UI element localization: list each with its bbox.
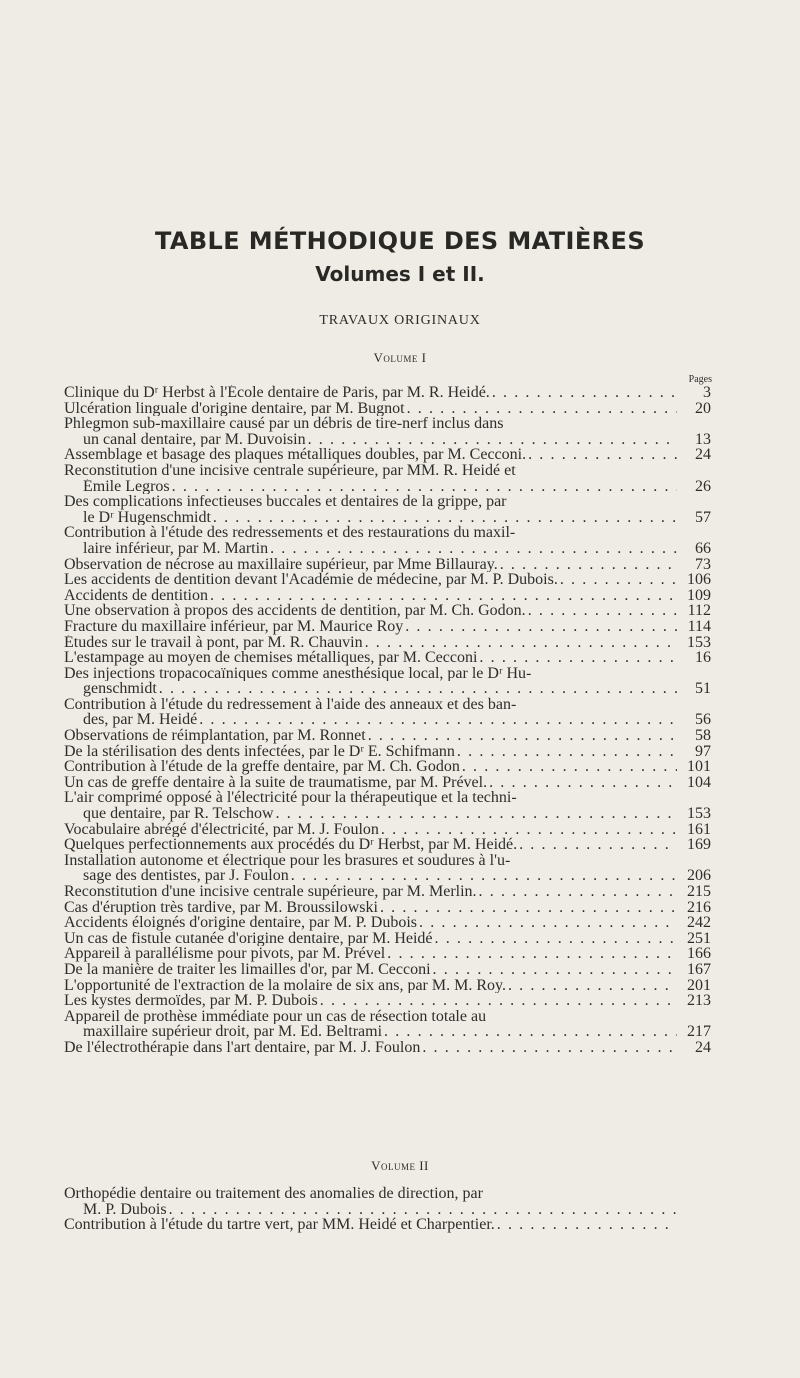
- page-number: 167: [687, 961, 711, 978]
- toc-entry-line: [64, 978, 711, 994]
- page-number: 251: [687, 930, 711, 947]
- toc-entry-text: Orthopédie dentaire ou traitement des anomalies de direction, par: [64, 1186, 483, 1202]
- toc-entry-text: Contribution à l'étude de la greffe dentaire, par M. Ch. Godon: [64, 759, 460, 775]
- toc-entry-text: Contribution à l'étude du redressement à l'aide des anneaux et des ban-: [64, 696, 517, 713]
- toc-entry-text: que dentaire, par R. Telschow: [83, 806, 274, 822]
- toc-entry-text: Des complications infectieuses buccales et dentaires de la grippe, par: [64, 494, 507, 510]
- toc-entry-text: Un cas de fistule cutanée d'origine dentaire, par M. Heidé: [64, 930, 433, 947]
- toc-entry: [64, 978, 711, 994]
- toc-entry-text: Reconstitution d'une incisive centrale supérieure, par MM. R. Heidé et: [64, 462, 516, 479]
- toc-entry-text: L'estampage au moyen de chemises métalliques, par M. Cecconi: [64, 650, 478, 666]
- dot-leader: [169, 1202, 677, 1218]
- toc-entry-text: Observation de nécrose au maxillaire supérieur, par Mme Billauray.: [64, 556, 498, 573]
- dot-leader: [405, 619, 677, 635]
- toc-entry-text: Accidents éloignés d'origine dentaire, par M. P. Dubois: [64, 915, 418, 931]
- dot-leader: [320, 993, 677, 1009]
- volume-heading-2: Volume II: [371, 1158, 429, 1173]
- toc-entry-line: [64, 775, 711, 791]
- toc-entry: [64, 494, 711, 525]
- toc-entry: [64, 822, 711, 838]
- toc-entry-line: [64, 868, 711, 884]
- toc-entry-text: Phlegmon sub-maxillaire causé par un débris de tire-nerf inclus dans: [64, 416, 504, 432]
- toc-entry-text: genschmidt: [83, 681, 157, 697]
- page-number: 215: [687, 884, 711, 900]
- toc-entry: [64, 1217, 711, 1233]
- toc-entry-line: [64, 993, 711, 1009]
- dot-leader: [368, 728, 677, 744]
- toc-entry: [64, 884, 711, 900]
- toc-entry-line: [64, 588, 711, 604]
- toc-entry: [64, 775, 711, 791]
- dot-leader: [387, 946, 677, 962]
- toc-entry-text: Une observation à propos des accidents de dentition, par M. Ch. Godon.: [64, 603, 526, 619]
- dot-leader: [422, 1040, 677, 1056]
- page-number: 153: [687, 634, 711, 651]
- page-number: 16: [695, 650, 711, 666]
- toc-entry-line: [64, 837, 711, 853]
- toc-entry-text: L'opportunité de l'extraction de la molaire de six ans, par M. M. Roy.: [64, 977, 506, 994]
- toc-entry-line: [64, 900, 711, 916]
- dot-leader: [380, 900, 677, 916]
- page-number: 73: [695, 556, 711, 573]
- section-heading: TRAVAUX ORIGINAUX: [319, 313, 481, 328]
- toc-entry-line: [64, 1024, 711, 1040]
- toc-entry: [64, 588, 711, 604]
- toc-entry-text: Assemblage et basage des plaques métalliques doubles, par M. Cecconi.: [64, 447, 527, 463]
- toc-entry-line: [64, 619, 711, 635]
- dot-leader: [479, 650, 677, 666]
- toc-entry-line: [64, 1202, 711, 1218]
- toc-entry-line: [64, 385, 711, 401]
- toc-entry: [64, 666, 711, 697]
- toc-entry-line: [64, 557, 711, 573]
- toc-entry: [64, 635, 711, 651]
- dot-leader: [519, 837, 677, 853]
- page-number: 106: [687, 572, 711, 588]
- page-number: 58: [695, 728, 711, 744]
- dot-leader: [508, 978, 677, 994]
- toc-entry-line: [64, 712, 711, 728]
- dot-leader: [172, 479, 677, 495]
- toc-entry-text: De la stérilisation des dents infectées, par le Dʳ E. Schifmann: [64, 743, 455, 760]
- page-number: 101: [687, 759, 711, 775]
- toc-entry: [64, 697, 711, 728]
- toc-entry-text: De la manière de traiter les limailles d'or, par M. Cecconi: [64, 961, 431, 978]
- toc-entry-text: un canal dentaire, par M. Duvoisin: [83, 431, 306, 448]
- dot-leader: [291, 868, 677, 884]
- dot-leader: [560, 572, 677, 588]
- volume-heading-1: Volume I: [373, 350, 427, 365]
- dot-leader: [489, 775, 677, 791]
- page-number: 24: [695, 447, 711, 463]
- dot-leader: [308, 432, 677, 448]
- page-number: 153: [687, 806, 711, 822]
- page-number: 213: [687, 993, 711, 1009]
- toc-entry-text: Études sur le travail à pont, par M. R. Chauvin: [64, 634, 363, 651]
- toc-entry: [64, 525, 711, 556]
- toc-volume-2: [64, 1186, 711, 1233]
- page-number: 104: [687, 774, 711, 791]
- toc-entry-text: maxillaire supérieur droit, par M. Ed. Beltrami: [83, 1024, 383, 1040]
- toc-entry-line: [64, 931, 711, 947]
- page-number: 217: [687, 1024, 711, 1040]
- toc-entry-text: L'air comprimé opposé à l'électricité pour la thérapeutique et la techni-: [64, 790, 517, 807]
- dot-leader: [381, 822, 677, 838]
- toc-entry-line: [64, 822, 711, 838]
- toc-entry: [64, 931, 711, 947]
- toc-entry-text: le Dʳ Hugenschmidt: [83, 509, 211, 526]
- toc-entry: [64, 946, 711, 962]
- toc-entry-line: [64, 744, 711, 760]
- toc-entry-text: Des injections tropacocaïniques comme anesthésique local, par le Dʳ Hu-: [64, 665, 532, 682]
- toc-entry-text: Les kystes dermoïdes, par M. P. Dubois: [64, 993, 318, 1009]
- toc-entry: [64, 619, 711, 635]
- toc-entry-text: Cas d'éruption très tardive, par M. Broussilowski: [64, 899, 378, 916]
- dot-leader: [199, 712, 677, 728]
- toc-entry: [64, 993, 711, 1009]
- toc-entry-text: sage des dentistes, par J. Foulon: [83, 868, 289, 884]
- toc-entry-line: [64, 572, 711, 588]
- toc-entry-line: [64, 603, 711, 619]
- page-number: 206: [687, 868, 711, 884]
- toc-entry-line: [64, 510, 711, 526]
- page-number: 216: [687, 899, 711, 916]
- toc-entry-text: Contribution à l'étude du tartre vert, par MM. Heidé et Charpentier.: [64, 1217, 495, 1233]
- page-number: 20: [695, 400, 711, 417]
- page-number: 161: [687, 821, 711, 838]
- toc-entry: [64, 962, 711, 978]
- dot-leader: [457, 744, 677, 760]
- dot-leader: [528, 603, 677, 619]
- toc-entry-line: [64, 1040, 711, 1056]
- toc-entry-text: Clinique du Dʳ Herbst à l'École dentaire de Paris, par M. R. Heidé.: [64, 385, 490, 401]
- dot-leader: [435, 931, 677, 947]
- toc-entry: [64, 401, 711, 417]
- page-number: 97: [695, 743, 711, 760]
- page-number: 166: [687, 946, 711, 962]
- dot-leader: [492, 385, 677, 401]
- page-subtitle: Volumes I et II.: [315, 262, 485, 286]
- page-number: 109: [687, 587, 711, 604]
- toc-entry-text: Vocabulaire abrégé d'électricité, par M. J. Foulon: [64, 821, 379, 838]
- toc-entry: [64, 385, 711, 401]
- toc-entry-line: [64, 432, 711, 448]
- toc-entry-line: [64, 759, 711, 775]
- toc-entry-line: [64, 479, 711, 495]
- toc-entry-text: M. P. Dubois: [83, 1201, 167, 1218]
- page-number: 112: [687, 603, 711, 619]
- toc-entry-line: [64, 806, 711, 822]
- toc-entry-line: [64, 915, 711, 931]
- page-number: 66: [695, 540, 711, 557]
- page-number: 51: [695, 681, 711, 697]
- dot-leader: [407, 401, 677, 417]
- toc-entry-line: [64, 1217, 711, 1233]
- toc-entry-text: De l'électrothérapie dans l'art dentaire, par M. J. Foulon: [64, 1039, 421, 1056]
- toc-entry: [64, 744, 711, 760]
- dot-leader: [210, 588, 677, 604]
- dot-leader: [365, 635, 677, 651]
- toc-entry: [64, 1040, 711, 1056]
- page-number: 201: [687, 977, 711, 994]
- toc-entry-line: [64, 401, 711, 417]
- dot-leader: [270, 541, 677, 557]
- toc-entry-line: [64, 728, 711, 744]
- page-number: 169: [687, 837, 711, 853]
- toc-entry-text: des, par M. Heidé: [83, 712, 198, 729]
- toc-entry-text: Fracture du maxillaire inférieur, par M. Maurice Roy: [64, 618, 404, 635]
- dot-leader: [276, 806, 677, 822]
- toc-entry: [64, 790, 711, 821]
- toc-entry-text: laire inférieur, par M. Martin: [83, 540, 269, 557]
- dot-leader: [528, 447, 677, 463]
- toc-entry: [64, 900, 711, 916]
- toc-entry: [64, 1186, 711, 1217]
- toc-entry-line: [64, 650, 711, 666]
- dot-leader: [433, 962, 677, 978]
- toc-entry: [64, 572, 711, 588]
- toc-entry: [64, 728, 711, 744]
- toc-entry-line: [64, 447, 711, 463]
- toc-entry: [64, 463, 711, 494]
- toc-entry-text: Appareil à parallélisme pour pivots, par M. Prével: [64, 946, 386, 962]
- toc-entry-line: [64, 635, 711, 651]
- page-number: 24: [695, 1039, 711, 1056]
- toc-entry-line: [64, 946, 711, 962]
- page-number: 13: [695, 431, 711, 448]
- toc-entry: [64, 650, 711, 666]
- toc-entry-text: Installation autonome et électrique pour les brasures et soudures à l'u-: [64, 852, 511, 869]
- toc-entry: [64, 1009, 711, 1040]
- toc-entry-text: Un cas de greffe dentaire à la suite de traumatisme, par M. Prével.: [64, 774, 488, 791]
- toc-entry-line: [64, 962, 711, 978]
- toc-entry: [64, 557, 711, 573]
- dot-leader: [479, 884, 677, 900]
- page-number: 242: [687, 915, 711, 931]
- toc-entry-text: Reconstitution d'une incisive centrale supérieure, par M. Merlin.: [64, 884, 477, 900]
- pages-column-header: Pages: [688, 374, 712, 385]
- toc-entry: [64, 915, 711, 931]
- toc-entry-text: Ulcération linguale d'origine dentaire, par M. Bugnot: [64, 400, 405, 417]
- page-number: 26: [695, 478, 711, 495]
- dot-leader: [462, 759, 677, 775]
- page-number: 114: [687, 618, 711, 635]
- toc-entry-text: Émile Legros: [83, 478, 170, 495]
- toc-entry-text: Contribution à l'étude des redressements et des restaurations du maxil-: [64, 525, 516, 541]
- toc-entry: [64, 837, 711, 853]
- toc-volume-1: [64, 385, 711, 1056]
- toc-entry: [64, 416, 711, 447]
- dot-leader: [213, 510, 677, 526]
- toc-entry-line: [64, 541, 711, 557]
- dot-leader: [159, 681, 677, 697]
- toc-entry: [64, 603, 711, 619]
- toc-entry: [64, 447, 711, 463]
- toc-entry-line: [64, 681, 711, 697]
- toc-entry-text: Quelques perfectionnements aux procédés du Dʳ Herbst, par M. Heidé.: [64, 837, 518, 853]
- page-number: 57: [695, 509, 711, 526]
- dot-leader: [384, 1024, 677, 1040]
- page-number: 56: [695, 712, 711, 729]
- toc-entry-text: Observations de réimplantation, par M. Ronnet: [64, 728, 366, 744]
- dot-leader: [500, 557, 677, 573]
- toc-entry-text: Les accidents de dentition devant l'Académie de médecine, par M. P. Dubois.: [64, 572, 558, 588]
- toc-entry-text: Appareil de prothèse immédiate pour un cas de résection totale au: [64, 1008, 487, 1025]
- toc-entry-text: Accidents de dentition: [64, 587, 208, 604]
- toc-entry: [64, 759, 711, 775]
- dot-leader: [497, 1217, 677, 1233]
- page-number: 3: [703, 385, 711, 401]
- page-title: TABLE MÉTHODIQUE DES MATIÈRES: [154, 227, 646, 255]
- toc-entry: [64, 853, 711, 884]
- dot-leader: [419, 915, 677, 931]
- toc-entry-line: [64, 884, 711, 900]
